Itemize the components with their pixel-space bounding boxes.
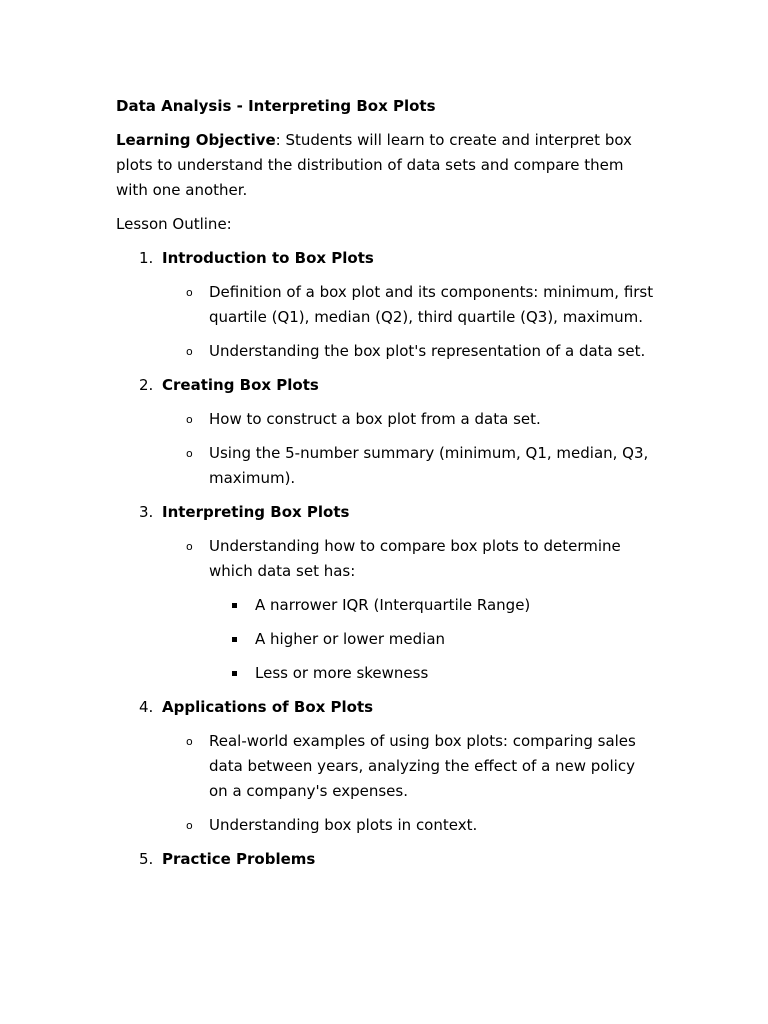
outline-section-2 [116, 373, 656, 491]
outline-section-5 [116, 847, 656, 872]
circle-bullet-icon: o [186, 735, 193, 748]
section-number: 4. [139, 698, 154, 716]
sub-list-item [116, 627, 656, 652]
section-heading [116, 246, 656, 271]
section-title: Practice Problems [162, 850, 316, 868]
section-number: 3. [139, 503, 154, 521]
circle-bullet-icon: o [186, 345, 193, 358]
section-heading [116, 695, 656, 720]
list-item [116, 441, 656, 491]
list-item [116, 534, 656, 686]
outline-section-4 [116, 695, 656, 838]
lesson-outline-label: Lesson Outline: [116, 215, 232, 233]
objective-text: : Students will learn to create and interpret box plots to understand the distribution of data sets and compare them with one another. [116, 131, 632, 199]
section-title: Introduction to Box Plots [162, 249, 374, 267]
circle-bullet-icon: o [186, 286, 193, 299]
section-heading [116, 373, 656, 398]
circle-bullet-icon: o [186, 413, 193, 426]
section-title: Creating Box Plots [162, 376, 319, 394]
bullet-text: How to construct a box plot from a data set. [209, 410, 541, 428]
section-heading [116, 847, 656, 872]
document-title: Data Analysis - Interpreting Box Plots [116, 97, 436, 115]
bullet-text: Understanding box plots in context. [209, 816, 478, 834]
list-item [116, 813, 656, 838]
square-bullet-icon [232, 671, 237, 676]
section-title: Applications of Box Plots [162, 698, 374, 716]
square-bullet-icon [232, 603, 237, 608]
circle-bullet-icon: o [186, 540, 193, 553]
section-number: 2. [139, 376, 154, 394]
square-bullet-icon [232, 637, 237, 642]
circle-bullet-icon: o [186, 819, 193, 832]
bullet-list [116, 729, 656, 838]
sub-bullet-list [116, 593, 656, 686]
section-heading [116, 500, 656, 525]
bullet-list [116, 407, 656, 491]
bullet-text: Understanding the box plot's representation of a data set. [209, 342, 646, 360]
document-page [116, 94, 656, 881]
bullet-list [116, 534, 656, 686]
section-number: 1. [139, 249, 154, 267]
bullet-text: Definition of a box plot and its components: minimum, first quartile (Q1), median (Q2), third quartile (Q3), maximum. [209, 283, 654, 326]
bullet-text: Using the 5-number summary (minimum, Q1, median, Q3, maximum). [209, 444, 649, 487]
list-item [116, 729, 656, 804]
sub-bullet-text: A narrower IQR (Interquartile Range) [255, 596, 531, 614]
sub-list-item [116, 593, 656, 618]
list-item [116, 407, 656, 432]
sub-list-item [116, 661, 656, 686]
section-number: 5. [139, 850, 154, 868]
objective-label: Learning Objective [116, 131, 276, 149]
sub-bullet-text: A higher or lower median [255, 630, 446, 648]
circle-bullet-icon: o [186, 447, 193, 460]
list-item [116, 339, 656, 364]
learning-objective [116, 128, 656, 203]
list-item [116, 280, 656, 330]
sub-bullet-text: Less or more skewness [255, 664, 429, 682]
section-title: Interpreting Box Plots [162, 503, 350, 521]
bullet-text: Understanding how to compare box plots to determine which data set has: [209, 537, 621, 580]
outline-section-1 [116, 246, 656, 364]
bullet-text: Real-world examples of using box plots: comparing sales data between years, analyzing the effect of a new policy on a company's expenses. [209, 732, 636, 800]
outline-section-3 [116, 500, 656, 686]
bullet-list [116, 280, 656, 364]
